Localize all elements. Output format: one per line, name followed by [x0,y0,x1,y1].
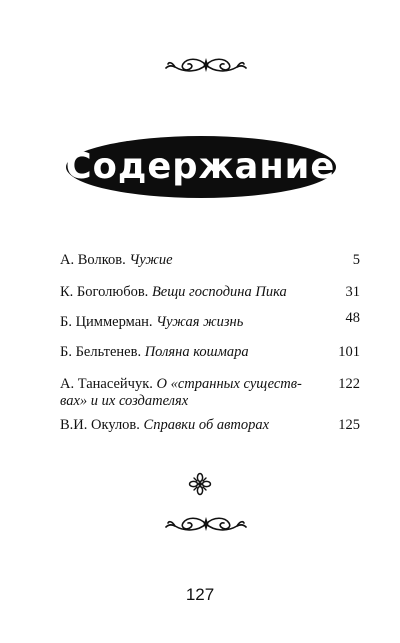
toc-entry-text [60,376,318,410]
toc-entry-text [60,344,318,361]
toc-entry-text [60,417,318,434]
toc-work-title: Справки об авторах [143,417,270,433]
toc-entry-text [60,284,318,301]
toc-work-title: Вещи господина Пика [151,284,287,300]
toc-page-number: 31 [345,284,360,300]
toc-author: А. Танасейчук. [60,376,153,392]
toc-entry-text [60,252,318,269]
toc-author: Б. Бельтенев. [60,344,142,360]
toc-work-title: Поляна кошмара [144,344,249,360]
toc-author: К. Боголюбов. [60,284,149,300]
toc-work-title-continued: вах» и их создателях [60,393,189,409]
toc-work-title: Чужая жизнь [156,314,244,330]
toc-page-number: 48 [345,310,360,326]
toc-author: А. Волков. [60,252,126,268]
toc-page-number: 122 [338,376,360,392]
toc-page-number: 5 [352,252,360,268]
page-title: Содержание [66,146,336,187]
toc-work-title: Чужие [129,252,173,268]
toc-author: В.И. Окулов. [60,417,140,433]
page-number: 127 [185,585,215,604]
bottom-flourish-ornament-icon [165,513,247,535]
toc-page-number: 125 [338,417,360,433]
toc-work-title: О «странных существ- [156,376,302,392]
toc-entry-text [60,314,318,331]
top-flourish-ornament-icon [165,54,247,76]
toc-author: Б. Циммерман. [60,314,153,330]
toc-page-number: 101 [338,344,360,360]
floral-ornament-icon [188,472,212,496]
title-banner [66,136,336,198]
